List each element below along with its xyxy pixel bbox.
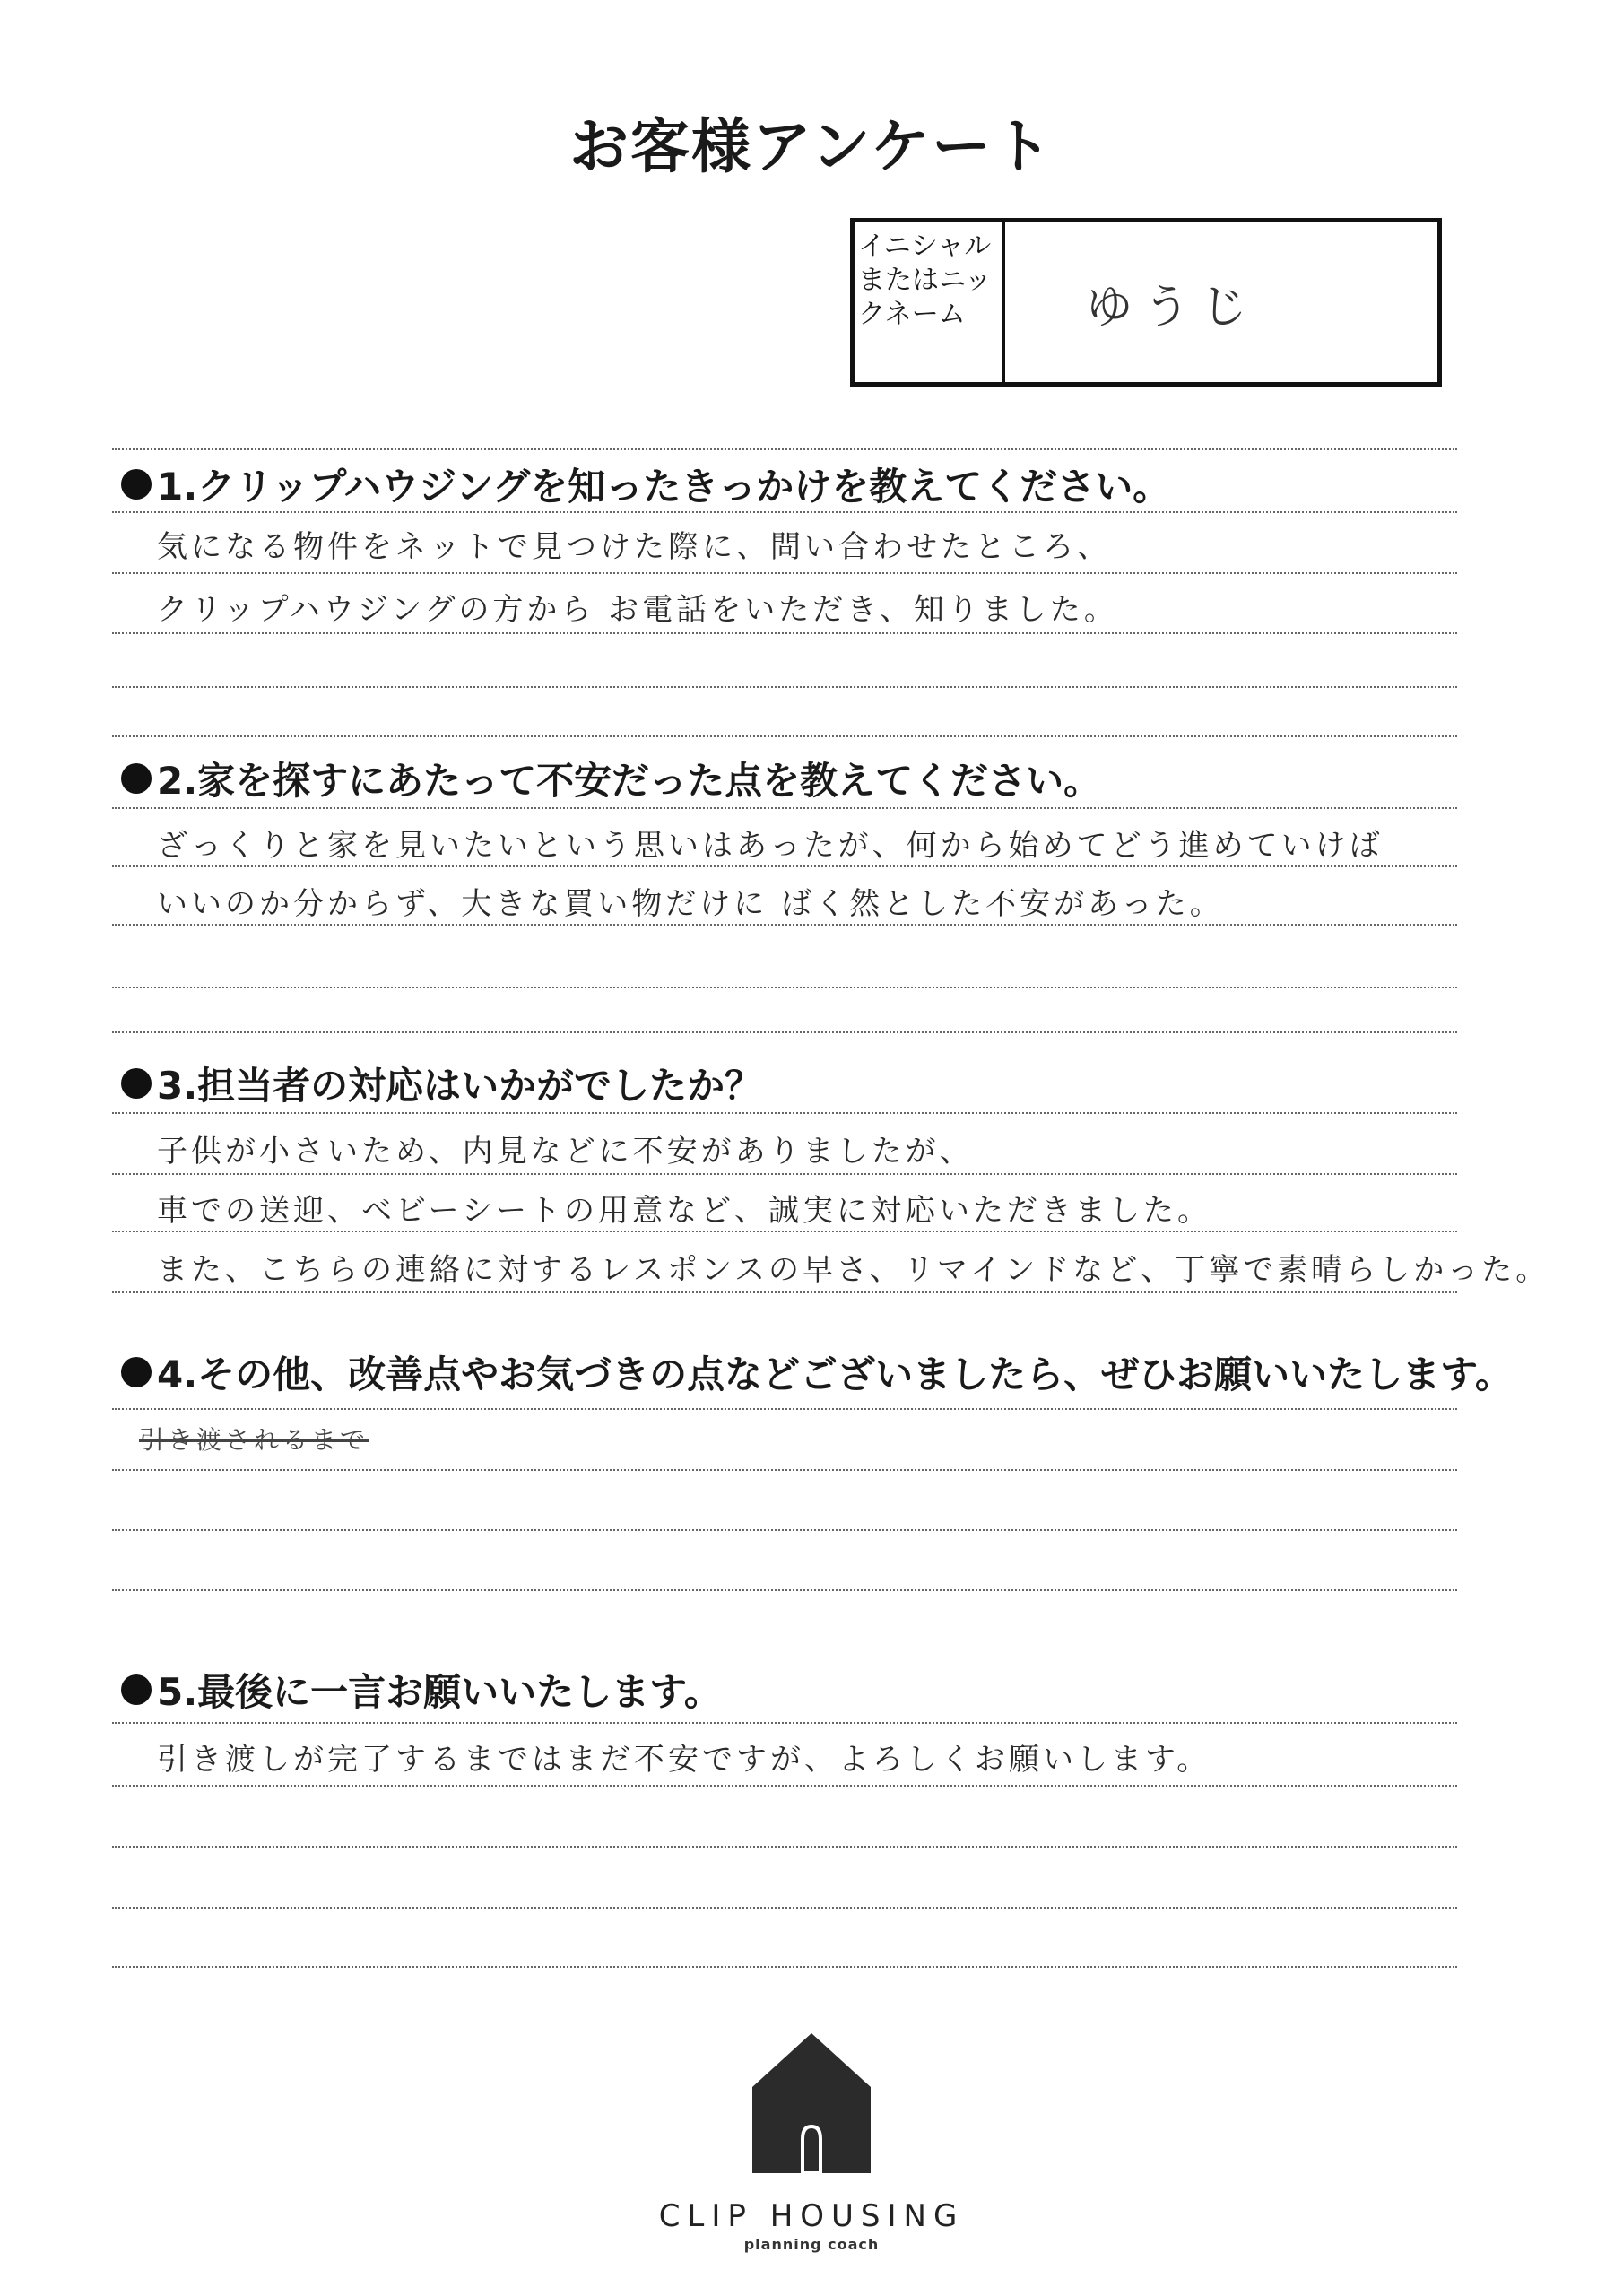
bullet-icon	[121, 763, 152, 794]
divider	[112, 448, 1457, 450]
logo-name: CLIP HOUSING	[658, 2198, 965, 2234]
question-4	[121, 1345, 1513, 1399]
question-section-4	[112, 1345, 1513, 1614]
divider	[112, 632, 1457, 634]
divider	[112, 1292, 1457, 1293]
divider	[112, 1031, 1457, 1033]
answer-line: 引き渡しが完了するまではまだ不安ですが、よろしくお願いします。	[157, 1742, 1211, 1778]
logo-tagline: planning coach	[743, 2236, 880, 2253]
question-section-1	[112, 439, 1457, 700]
divider	[112, 1408, 1457, 1410]
answer-line: ざっくりと家を見いたいという思いはあったが、何から始めてどう進めていけば	[157, 828, 1384, 864]
bullet-icon	[121, 469, 152, 500]
question-section-2	[112, 735, 1457, 987]
clip-housing-logo	[587, 2031, 1036, 2253]
divider	[112, 924, 1457, 926]
divider	[112, 1846, 1457, 1848]
divider	[112, 1907, 1457, 1909]
nickname-value: ゆうじ	[1086, 280, 1259, 335]
divider	[112, 987, 1457, 988]
house-icon	[751, 2031, 872, 2175]
answer-line: 車での送迎、ベビーシートの用意など、誠実に対応いただきました。	[157, 1193, 1211, 1229]
divider	[112, 1173, 1457, 1175]
divider	[112, 511, 1457, 513]
question-label: 1.クリップハウジングを知ったきっかけを教えてください。	[157, 465, 1171, 509]
page-title: お客様アンケート	[568, 112, 1055, 181]
question-2	[121, 752, 1101, 805]
divider	[112, 865, 1457, 867]
answer-line: また、こちらの連絡に対するレスポンスの早さ、リマインドなど、丁寧で素晴らしかった。	[157, 1252, 1550, 1288]
divider	[112, 572, 1457, 574]
answer-line: クリップハウジングの方から お電話をいただき、知りました。	[157, 592, 1118, 628]
bullet-icon	[121, 1068, 152, 1099]
divider	[112, 686, 1457, 688]
divider	[112, 1529, 1457, 1531]
divider	[112, 735, 1457, 737]
nickname-box	[850, 218, 1442, 387]
divider	[112, 1589, 1457, 1591]
divider	[112, 1231, 1457, 1232]
question-section-5	[112, 1641, 1457, 2018]
answer-line: 気になる物件をネットで見つけた際に、問い合わせたところ、	[157, 529, 1111, 565]
question-label: 2.家を探すにあたって不安だった点を教えてください。	[157, 759, 1102, 803]
divider	[112, 1112, 1457, 1114]
question-5	[121, 1663, 722, 1717]
bullet-icon	[121, 1357, 152, 1387]
nickname-label: イニシャルまたはニックネーム	[855, 222, 1005, 382]
question-section-3	[112, 1031, 1550, 1327]
divider	[112, 807, 1457, 809]
divider	[112, 1469, 1457, 1471]
answer-line: 子供が小さいため、内見などに不安がありましたが、	[157, 1134, 974, 1170]
question-label: 3.担当者の対応はいかがでしたか？	[157, 1064, 763, 1108]
question-3	[121, 1057, 762, 1110]
divider	[112, 1785, 1457, 1787]
question-1	[121, 457, 1170, 511]
bullet-icon	[121, 1674, 152, 1705]
answer-line-struck: 引き渡されるまで	[139, 1425, 369, 1455]
question-label: 5.最後に一言お願いいたします。	[157, 1670, 722, 1714]
question-label: 4.その他、改善点やお気づきの点などございましたら、ぜひお願いいたします。	[157, 1352, 1513, 1396]
divider	[112, 1722, 1457, 1724]
divider	[112, 1966, 1457, 1968]
answer-line: いいのか分からず、大きな買い物だけに ばく然とした不安があった。	[157, 886, 1224, 922]
